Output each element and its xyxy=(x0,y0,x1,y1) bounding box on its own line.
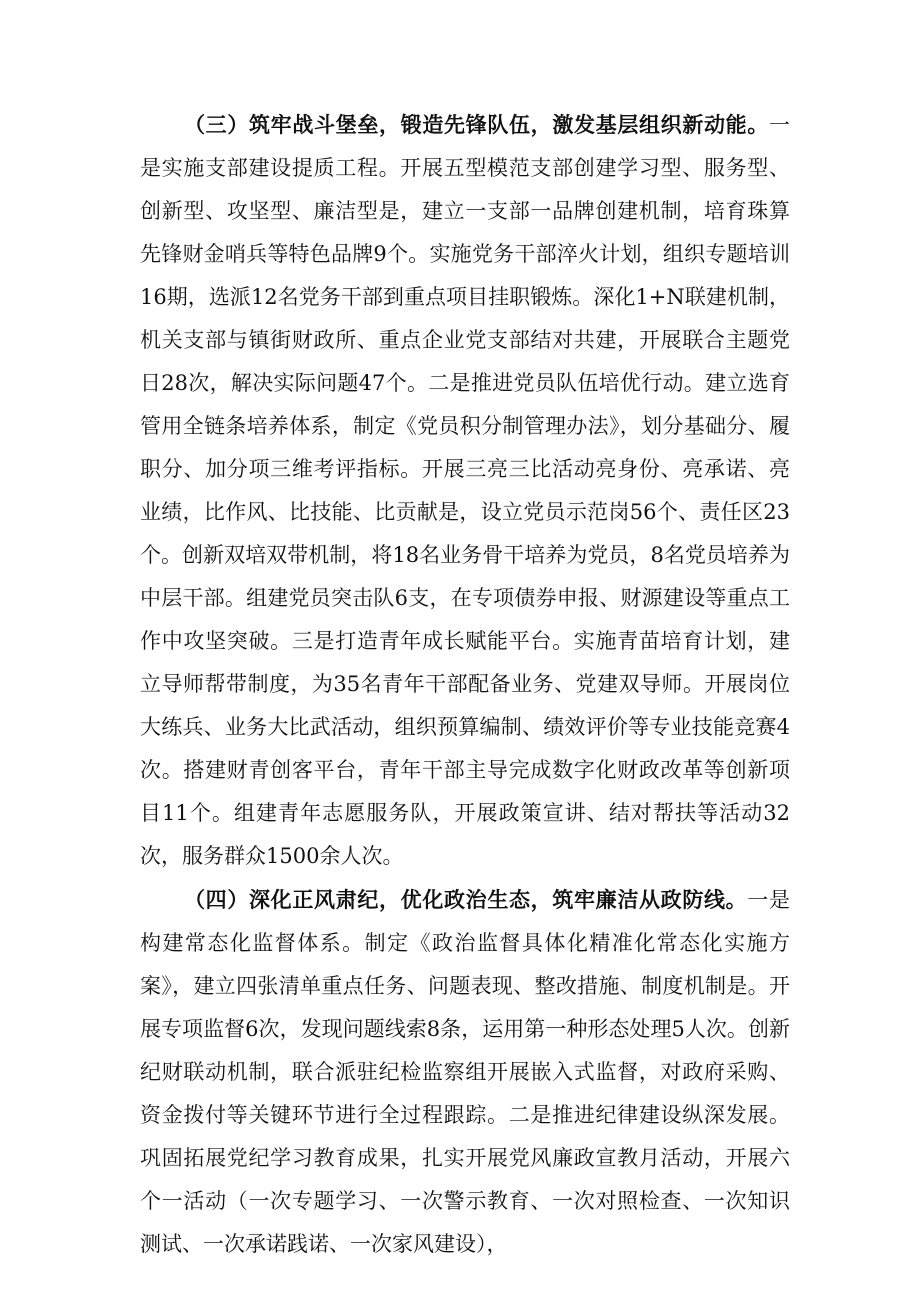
document-body xyxy=(140,103,790,1266)
paragraph-section-4 xyxy=(140,878,790,1266)
section-heading: （四）深化正风肃纪，优化政治生态，筑牢廉洁从政防线。 xyxy=(184,887,748,912)
section-heading: （三）筑牢战斗堡垒，锻造先锋队伍，激发基层组织新动能。 xyxy=(184,112,769,137)
section-body: 一是构建常态化监督体系。制定《政治监督具体化精准化常态化实施方案》，建立四张清单重点任务、问题表现、整改措施、制度机制是。开展专项监督6次，发现问题线索8条，运用第一种形态处理5人次。创新纪财联动机制，联合派驻纪检监察组开展嵌入式监督，对政府采购、资金拨付等关键环节进行全过程跟踪。二是推进纪律建设纵深发展。巩固拓展党纪学习教育成果，扎实开展党风廉政宣教月活动，开展六个一活动（一次专题学习、一次警示教育、一次对照检查、一次知识测试、一次承诺践诺、一次家风建设）， xyxy=(140,888,791,1256)
paragraph-section-3 xyxy=(140,103,790,878)
section-body: 一是实施支部建设提质工程。开展五型模范支部创建学习型、服务型、创新型、攻坚型、廉洁型是，建立一支部一品牌创建机制，培育珠算先锋财金哨兵等特色品牌9个。实施党务干部淬火计划，组织专题培训16期，选派12名党务干部到重点项目挂职锻炼。深化1+N联建机制，机关支部与镇街财政所、重点企业党支部结对共建，开展联合主题党日28次，解决实际问题47个。二是推进党员队伍培优行动。建立选育管用全链条培养体系，制定《党员积分制管理办法》，划分基础分、履职分、加分项三维考评指标。开展三亮三比活动亮身份、亮承诺、亮业绩，比作风、比技能、比贡献是，设立党员示范岗56个、责任区23个。创新双培双带机制，将18名业务骨干培养为党员，8名党员培养为中层干部。组建党员突击队6支，在专项债券申报、财源建设等重点工作中攻坚突破。三是打造青年成长赋能平台。实施青苗培育计划，建立导师帮带制度，为35名青年干部配备业务、党建双导师。开展岗位大练兵、业务大比武活动，组织预算编制、绩效评价等专业技能竞赛4次。搭建财青创客平台，青年干部主导完成数字化财政改革等创新项目11个。组建青年志愿服务队，开展政策宣讲、结对帮扶等活动32次，服务群众1500余人次。 xyxy=(140,113,790,868)
